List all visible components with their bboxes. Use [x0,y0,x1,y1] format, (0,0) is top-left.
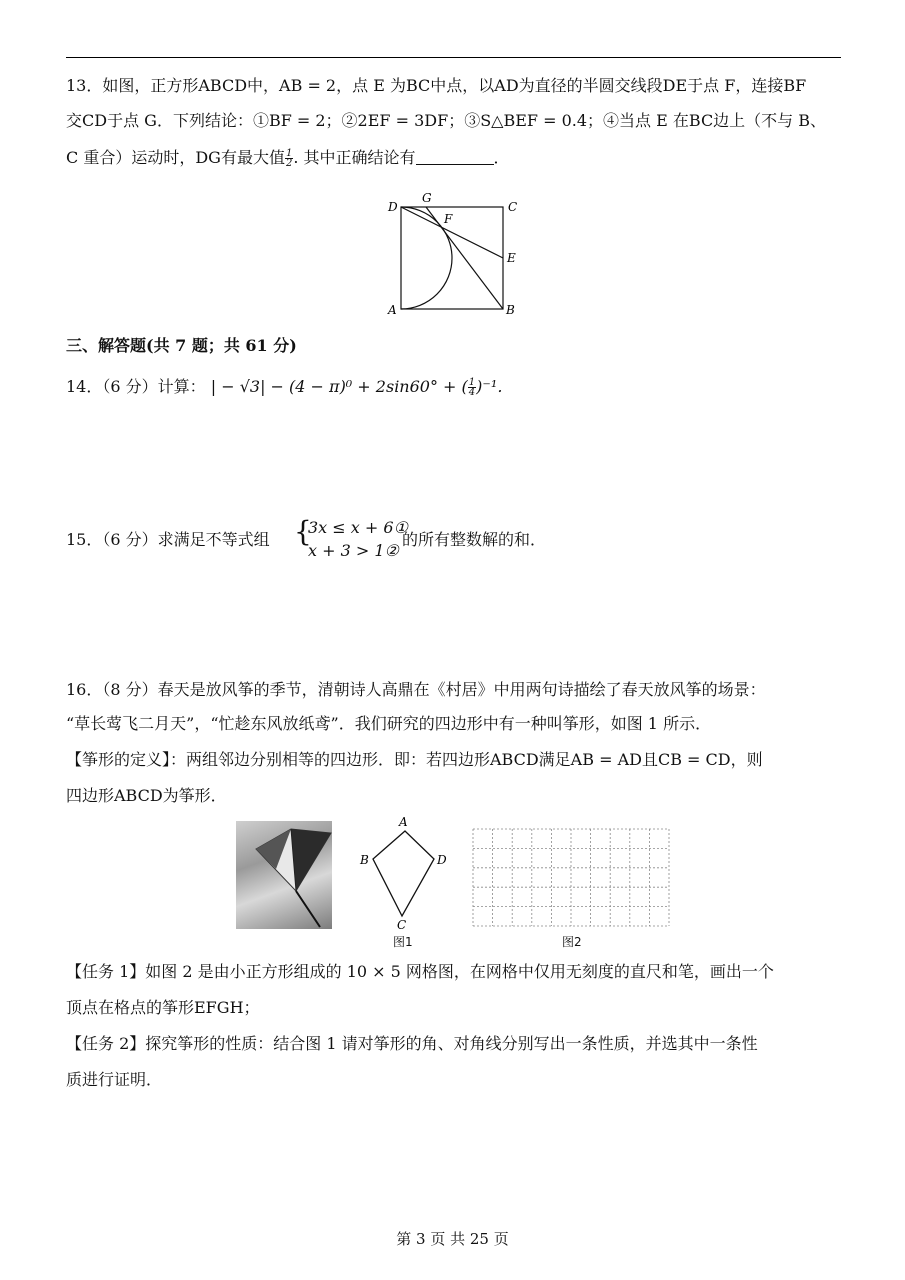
kite-abcd-figure [355,815,455,940]
fig2-caption: 图2 [562,935,582,949]
kite-photo-drawing [236,821,332,929]
label-c: C [508,200,518,214]
q13-frac-den: 2 [285,158,293,169]
q16-line4: 四边形ABCD为筝形． [66,786,227,805]
page-number: 第 3 页 共 25 页 [396,1230,509,1248]
system-brace: { [294,515,312,548]
fig1-caption: 图1 [393,935,413,949]
q13-line3-post: . 其中正确结论有 [293,148,416,167]
q13-square-figure [380,190,530,320]
q14-expression: | − √3| − (4 − π)⁰ + 2sin60° + ( [210,377,468,396]
inequality-1: 3x ≤ x + 6① [308,518,408,537]
section-title: 三、解答题(共 7 题；共 61 分) [66,336,297,355]
q16-line1: 16．（8 分）春天是放风筝的季节，清朝诗人高鼎在《村居》中用两句诗描绘了春天放风筝的场景： [66,680,766,699]
label-d: D [388,200,398,214]
q14-pre: 14．（6 分）计算： [66,377,206,396]
q14-fraction [468,378,476,397]
q13-line3-end: ． [493,148,510,167]
q14-post: )⁻¹． [476,377,514,396]
label-b: B [360,853,369,867]
q16-line2: “草长莺飞二月天”，“忙趁东风放纸鸢”．我们研究的四边形中有一种叫筝形，如图 1 所示． [66,714,712,733]
task2-line2: 质进行证明． [66,1070,163,1089]
grid-10x5[interactable] [472,828,672,930]
kite-definition: 【筝形的定义】：两组邻边分别相等的四边形．即：若四边形ABCD满足AB = AD且CB = CD，则 [66,750,763,769]
label-d: D [437,853,447,867]
label-b: B [506,303,515,317]
q13-line1: 13．如图，正方形ABCD中，AB = 2，点 E 为BC中点，以AD为直径的半圆交线段DE于点 F，连接BF [66,76,807,95]
q14-frac-num: 1 [468,377,476,388]
label-g: G [422,191,432,205]
answer-blank[interactable] [416,150,494,165]
q13-line3-pre: C 重合）运动时，DG有最大值 [66,148,285,167]
task2-line1: 【任务 2】探究筝形的性质：结合图 1 请对筝形的角、对角线分别写出一条性质，并选其中一条性 [66,1034,758,1053]
q14-frac-den: 4 [468,387,476,398]
inequality-2: x + 3 > 1② [308,541,399,560]
label-a: A [399,815,408,829]
label-a: A [388,303,397,317]
task1-line1: 【任务 1】如图 2 是由小正方形组成的 10 × 5 网格图，在网格中仅用无刻度的直尺和笔，画出一个 [66,962,774,981]
q15-pre: 15．（6 分）求满足不等式组 [66,530,270,549]
grid-lines [473,829,669,926]
label-f: F [444,212,453,226]
q13-line3 [66,148,510,168]
header-rule [66,57,841,58]
kite-photo [236,821,332,929]
label-e: E [507,251,516,265]
q14-line [66,377,513,397]
q15-post: 的所有整数解的和． [402,530,547,549]
kite-abcd [373,831,434,916]
q13-frac-num: 1 [285,148,293,159]
kite-string [296,891,320,927]
label-c: C [397,918,407,932]
q13-line2: 交CD于点 G．下列结论：①BF = 2；②2EF = 3DF；③S△BEF = 0.4；④当点 E 在BC边上（不与 B、 [66,111,827,130]
task1-line2: 顶点在格点的筝形EFGH； [66,998,260,1017]
kite-sail-dark [291,829,331,891]
